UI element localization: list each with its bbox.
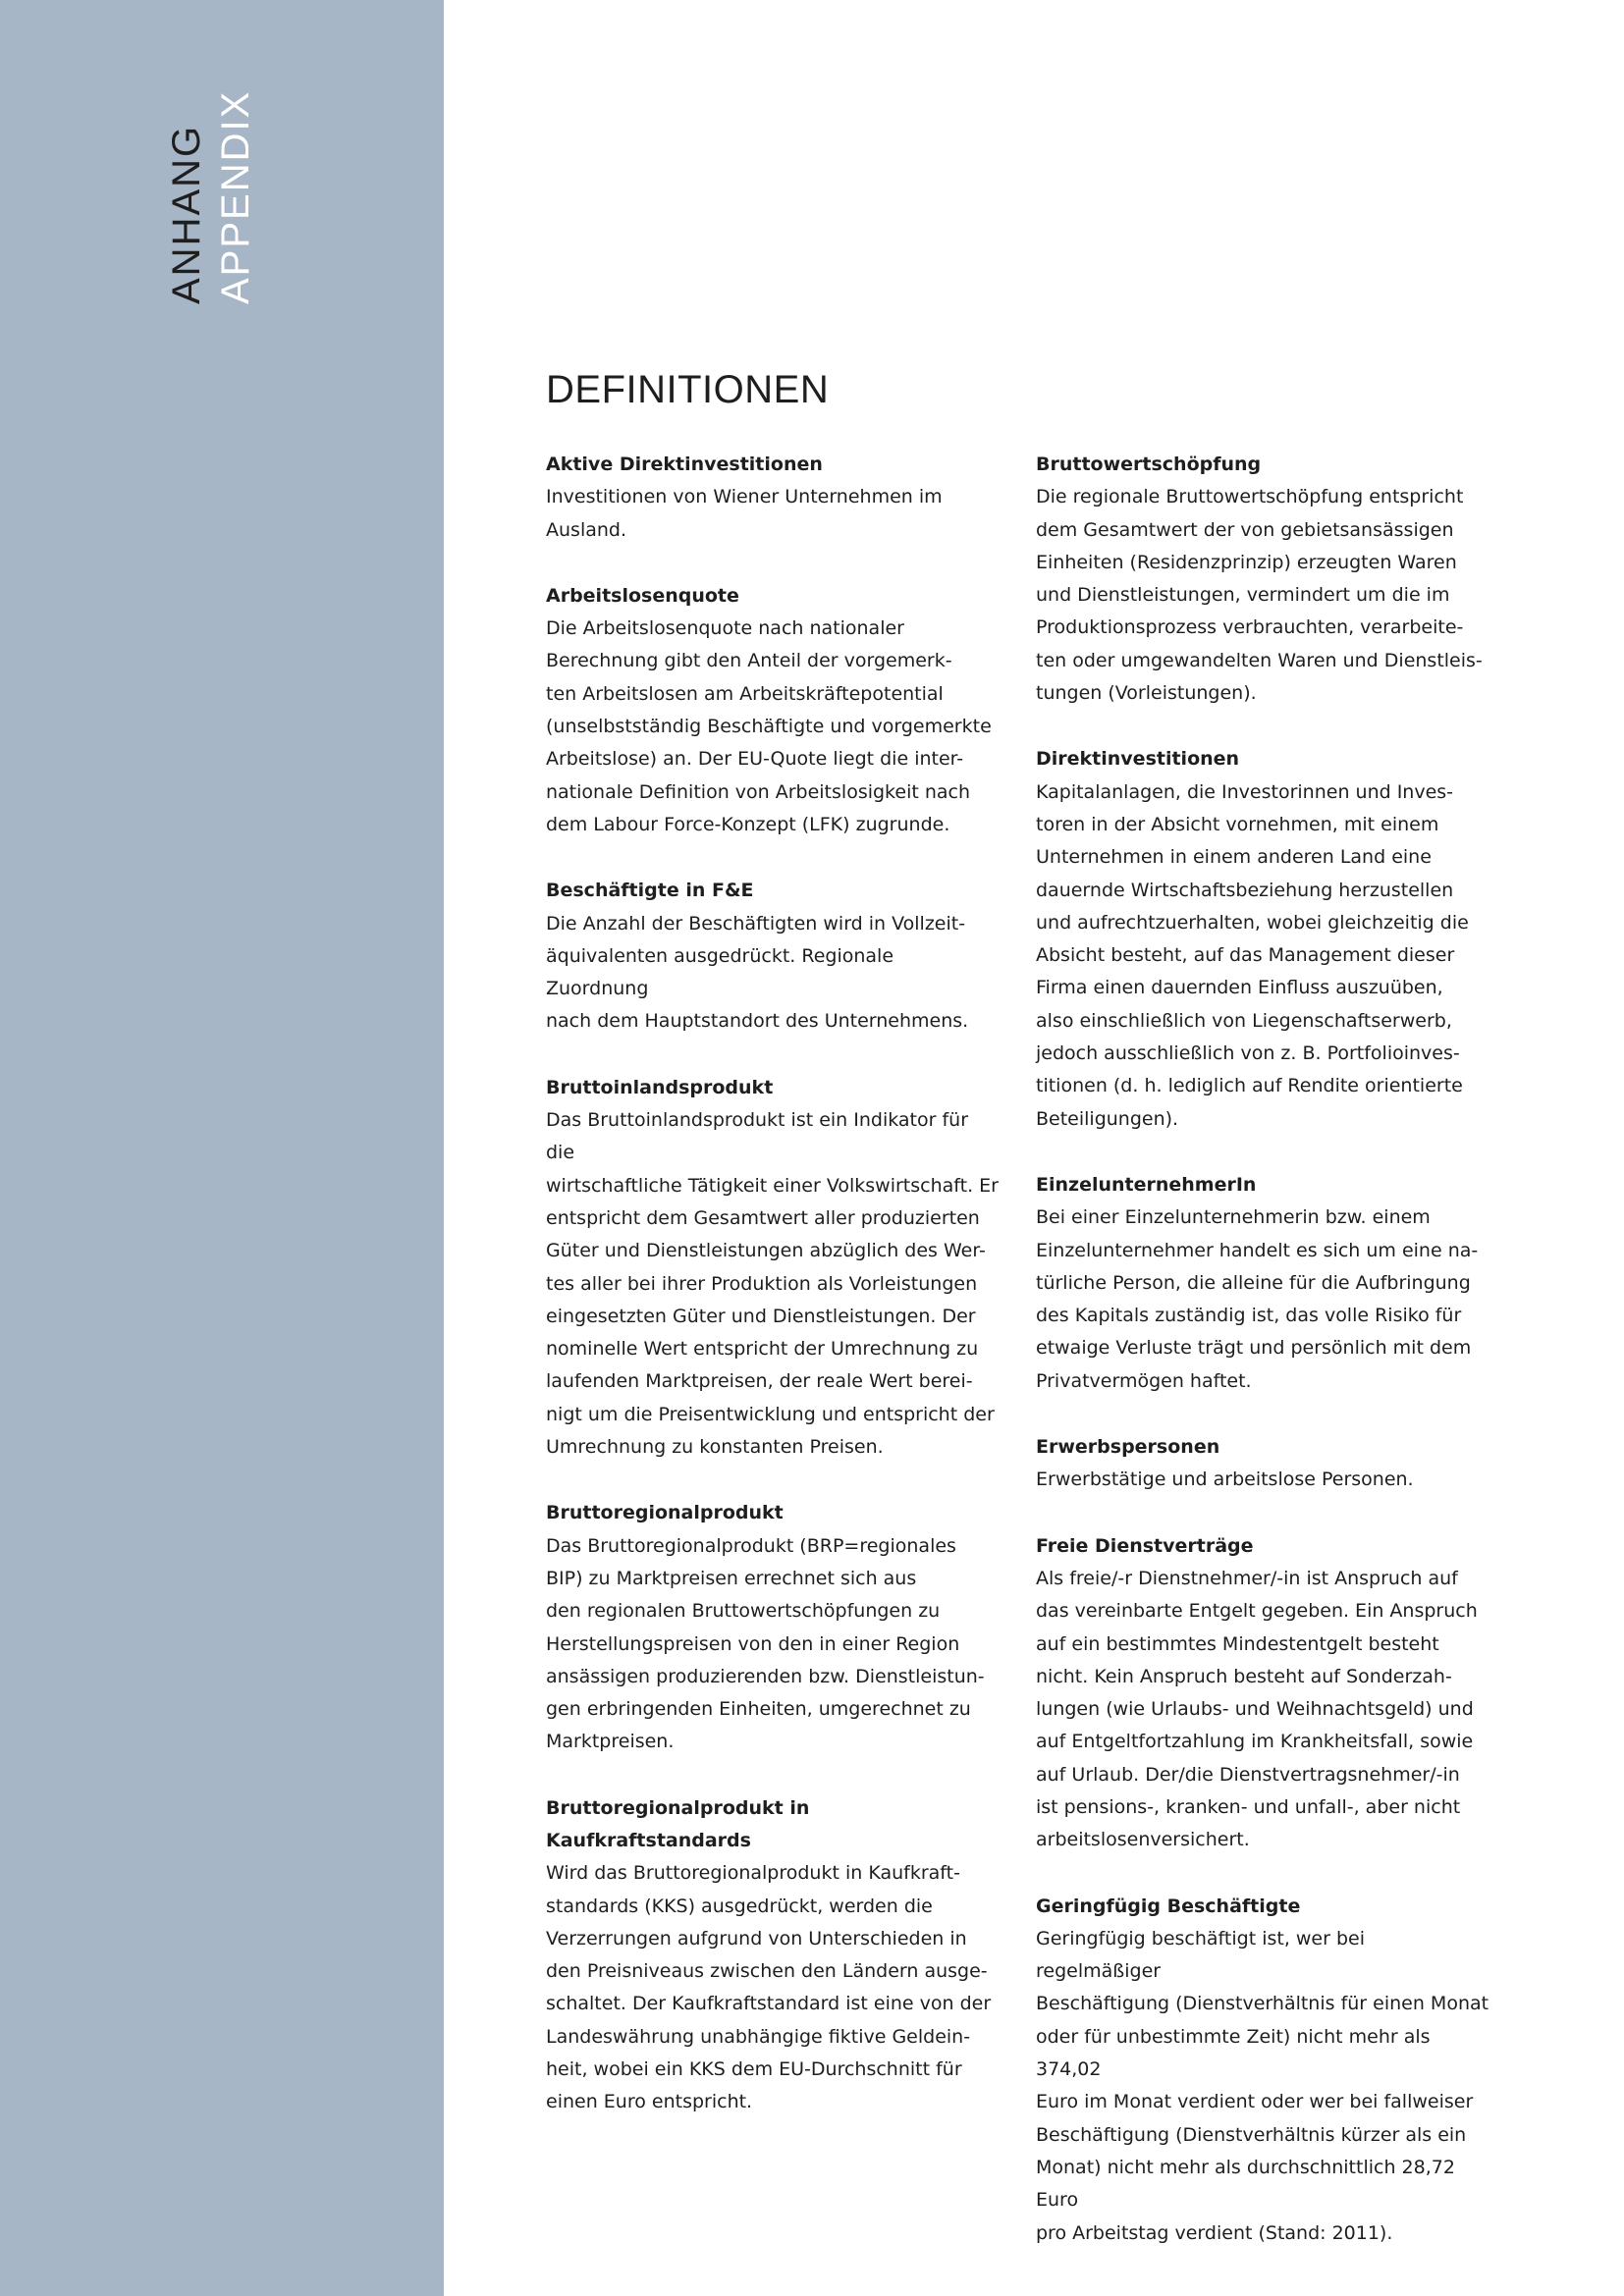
definition-text-line: Güter und Dienstleistungen abzüglich des Wer- [546, 1240, 986, 1262]
definition-text-line: Bei einer Einzelunternehmerin bzw. einem [1036, 1206, 1431, 1229]
definition-text-line: Erwerbstätige und arbeitslose Personen. [1036, 1468, 1414, 1491]
definition-text-line: oder für unbestimmte Zeit) nicht mehr als 374,02 [1036, 2025, 1431, 2081]
definition-text-line: tungen (Vorleistungen). [1036, 682, 1257, 705]
definition-text-line: Wird das Bruttoregionalprodukt in Kaufkraft- [546, 1862, 960, 1885]
definition-text-line: Landeswährung unabhängige fiktive Geldein- [546, 2025, 971, 2048]
definition-text-line: pro Arbeitstag verdient (Stand: 2011). [1036, 2221, 1393, 2244]
definition-text-line: Ausland. [546, 518, 627, 541]
definition-text-line: BIP) zu Marktpreisen errechnet sich aus [546, 1567, 917, 1589]
definition-text-line: jedoch ausschließlich von z. B. Portfolioinves- [1036, 1042, 1460, 1065]
definition-text-line: Privatvermögen haftet. [1036, 1369, 1252, 1392]
definition-text-line: eingesetzten Güter und Dienstleistungen. Der [546, 1305, 976, 1327]
definition-text-line: den Preisniveaus zwischen den Ländern ausge- [546, 1960, 988, 1983]
definition-text-line: nominelle Wert entspricht der Umrechnung zu [546, 1338, 979, 1361]
definition-text-line: Berechnung gibt den Anteil der vorgemerk- [546, 650, 952, 672]
definition-text-line: Produktionsprozess verbrauchten, verarbeite- [1036, 616, 1464, 639]
definition-text-line: laufenden Marktpreisen, der reale Wert berei- [546, 1370, 973, 1393]
definition-text-line: wirtschaftliche Tätigkeit einer Volkswirtschaft. Er [546, 1174, 999, 1197]
definition-text-line: arbeitslosenversichert. [1036, 1829, 1250, 1851]
definition-text-line: Beteiligungen). [1036, 1107, 1179, 1130]
definition-text-line: Einheiten (Residenzprinzip) erzeugten Waren [1036, 551, 1457, 573]
definition-text-line: einen Euro entspricht. [546, 2091, 753, 2113]
definition-text-line: des Kapitals zuständig ist, das volle Risiko für [1036, 1305, 1462, 1327]
definition-entry [546, 1497, 1000, 1758]
definition-text-line: Die regionale Bruttowertschöpfung entspricht [1036, 486, 1464, 508]
definition-text-line: auf ein bestimmtes Mindestentgelt besteht [1036, 1632, 1439, 1655]
definition-text-line: Beschäftigung (Dienstverhältnis kürzer als ein [1036, 2123, 1467, 2146]
definition-term: Beschäftigte in F&E [546, 880, 754, 902]
definition-term: Bruttoregionalprodukt [546, 1502, 784, 1524]
definition-text-line: Firma einen dauernden Einfluss auszuüben, [1036, 977, 1443, 999]
section-label [162, 90, 260, 304]
definition-text-line: nigt um die Preisentwicklung und entspricht der [546, 1403, 995, 1425]
definition-term: Aktive Direktinvestitionen [546, 454, 823, 475]
definition-entry [546, 1072, 1000, 1465]
definition-text-line: Die Anzahl der Beschäftigten wird in Vollzeit- [546, 912, 966, 934]
definition-text-line: nach dem Hauptstandort des Unternehmens. [546, 1010, 969, 1033]
definition-text-line: schaltet. Der Kaufkraftstandard ist eine von der [546, 1993, 992, 2015]
definition-text-line: nationale Definition von Arbeitslosigkeit nach [546, 780, 971, 803]
definition-text-line: äquivalenten ausgedrückt. Regionale Zuordnung [546, 944, 894, 1000]
definition-entry [546, 875, 1000, 1038]
definition-text-line: etwaige Verluste trägt und persönlich mit dem [1036, 1337, 1472, 1360]
definition-text-line: dem Gesamtwert der von gebietsansässigen [1036, 518, 1454, 541]
definition-text-line: toren in der Absicht vornehmen, mit einem [1036, 813, 1439, 835]
definition-text-line: und Dienstleistungen, vermindert um die im [1036, 584, 1450, 607]
definition-text-line: ten Arbeitslosen am Arbeitskräftepotential [546, 682, 944, 705]
definition-text-line: das vereinbarte Entgelt gegeben. Ein Anspruch [1036, 1600, 1478, 1623]
definition-text-line: ten oder umgewandelten Waren und Dienstleis- [1036, 649, 1483, 671]
definition-text-line: türliche Person, die alleine für die Aufbringung [1036, 1271, 1471, 1294]
definition-text-line: ist pensions-, kranken- und unfall-, aber nicht [1036, 1795, 1461, 1818]
definition-entry [1036, 1169, 1489, 1398]
definition-term: Direktinvestitionen [1036, 748, 1240, 771]
definition-text-line: standards (KKS) ausgedrückt, werden die [546, 1895, 933, 1917]
definition-term: Erwerbspersonen [1036, 1436, 1220, 1459]
definition-entry [1036, 1431, 1489, 1497]
definition-text-line: dem Labour Force-Konzept (LFK) zugrunde. [546, 813, 950, 835]
definition-text-line: Das Bruttoinlandsprodukt ist ein Indikator für die [546, 1109, 969, 1164]
definition-text-line: Euro im Monat verdient oder wer bei fallweiser [1036, 2091, 1474, 2113]
definition-text-line: tes aller bei ihrer Produktion als Vorleistungen [546, 1272, 978, 1295]
definition-text-line: auf Urlaub. Der/die Dienstvertragsnehmer/-in [1036, 1763, 1460, 1786]
definition-text-line: gen erbringenden Einheiten, umgerechnet zu [546, 1698, 971, 1721]
definition-term: Freie Dienstverträge [1036, 1534, 1254, 1557]
definition-text-line: Die Arbeitslosenquote nach nationaler [546, 617, 904, 640]
section-label-german: ANHANG [165, 124, 208, 304]
definition-text-line: Geringfügig beschäftigt ist, wer bei regelmäßiger [1036, 1927, 1366, 1983]
definition-text-line: Unternehmen in einem anderen Land eine [1036, 846, 1432, 869]
definition-text-line: heit, wobei ein KKS dem EU-Durchschnitt für [546, 2058, 962, 2081]
definition-entry [546, 449, 1000, 547]
definition-text-line: Absicht besteht, auf das Management dieser [1036, 944, 1455, 967]
definition-text-line: Verzerrungen aufgrund von Unterschieden in [546, 1927, 967, 1949]
definition-text-line: und aufrechtzuerhalten, wobei gleichzeitig die [1036, 911, 1469, 934]
definition-text-line: also einschließlich von Liegenschaftserwerb, [1036, 1009, 1452, 1032]
definition-term: Geringfügig Beschäftigte [1036, 1895, 1301, 1917]
definition-entry [1036, 743, 1489, 1136]
definitions-column-right [1036, 449, 1489, 2283]
definition-text-line: Arbeitslose) an. Der EU-Quote liegt die inter- [546, 748, 964, 771]
definition-text-line: Das Bruttoregionalprodukt (BRP=regionales [546, 1534, 956, 1557]
definition-text-line: entspricht dem Gesamtwert aller produzierten [546, 1206, 980, 1229]
page-title: DEFINITIONEN [546, 368, 830, 411]
definition-entry [546, 1792, 1000, 2119]
definition-text-line: auf Entgeltfortzahlung im Krankheitsfall, sowie [1036, 1731, 1474, 1753]
definition-text-line: Beschäftigung (Dienstverhältnis für einen Monat [1036, 1993, 1489, 2015]
definition-text-line: Umrechnung zu konstanten Preisen. [546, 1436, 884, 1459]
section-label-english: APPENDIX [214, 89, 257, 304]
definition-text-line: Kapitalanlagen, die Investorinnen und Inves- [1036, 780, 1454, 803]
definition-text-line: ansässigen produzierenden bzw. Dienstleistun- [546, 1665, 985, 1687]
sidebar-panel [0, 0, 444, 2296]
definitions-column-left [546, 449, 1000, 2153]
definition-text-line: Herstellungspreisen von den in einer Region [546, 1632, 960, 1655]
definition-term: Bruttoinlandsprodukt [546, 1076, 774, 1098]
definition-term: EinzelunternehmerIn [1036, 1173, 1257, 1196]
definition-term: Bruttoregionalprodukt in Kaufkraftstandards [546, 1796, 810, 1851]
definition-text-line: Als freie/-r Dienstnehmer/-in ist Anspruch auf [1036, 1567, 1458, 1589]
definition-text-line: (unselbstständig Beschäftigte und vorgemerkte [546, 716, 992, 738]
definition-text-line: Investitionen von Wiener Unternehmen im [546, 486, 943, 508]
definition-text-line: den regionalen Bruttowertschöpfungen zu [546, 1600, 941, 1623]
definition-entry [1036, 449, 1489, 710]
definition-entry [1036, 1891, 1489, 2250]
definition-text-line: lungen (wie Urlaubs- und Weihnachtsgeld) und [1036, 1698, 1474, 1721]
definition-entry [1036, 1530, 1489, 1857]
definition-text-line: Monat) nicht mehr als durchschnittlich 28,72 Euro [1036, 2156, 1455, 2212]
definition-text-line: titionen (d. h. lediglich auf Rendite orientierte [1036, 1075, 1463, 1097]
definition-text-line: nicht. Kein Anspruch besteht auf Sonderzah- [1036, 1665, 1452, 1687]
definition-term: Arbeitslosenquote [546, 584, 739, 607]
definition-text-line: dauernde Wirtschaftsbeziehung herzustellen [1036, 879, 1454, 901]
definition-entry [546, 580, 1000, 841]
definition-text-line: Einzelunternehmer handelt es sich um eine na- [1036, 1239, 1479, 1261]
definition-term: Bruttowertschöpfung [1036, 454, 1262, 475]
definition-text-line: Marktpreisen. [546, 1731, 675, 1753]
